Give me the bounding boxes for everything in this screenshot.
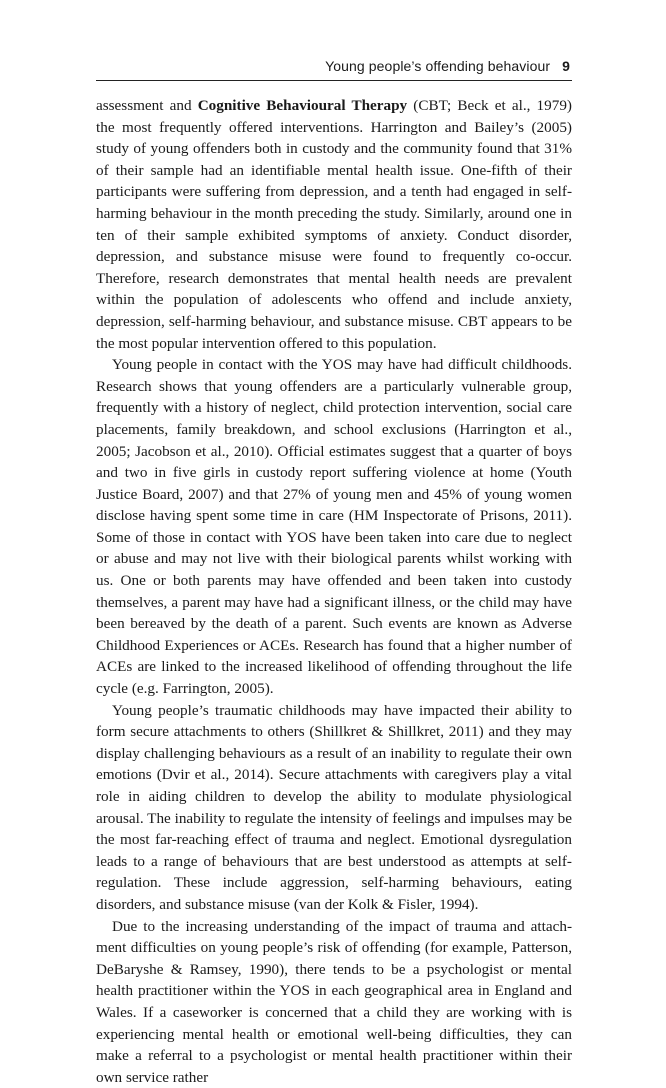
paragraph-1-lead: assessment and — [96, 97, 198, 114]
running-head-inner — [325, 58, 570, 74]
running-title: Young people’s offending behaviour — [325, 58, 551, 74]
paragraph-1-rest: (CBT; Beck et al., 1979) the most frequently offered interventions. Harrington and Bailey’s (2005) study of young offenders both in custody and the community found that 31% of their sample had an identifiable mental health issue. One-fifth of their participants were suffering from depression, and a tenth had engaged in self-harming behaviour in the month preceding the study. Similarly, around one in ten of their sample exhibited symptoms of anxiety. Conduct disorder, depression, and substance misuse were found to frequently co-occur. Therefore, research demonstrates that mental health needs are prevalent within the population of adolescents who offend and include anxiety, depression, self-harming behaviour, and substance misuse. CBT appears to be the most popular intervention offered to this population. — [96, 97, 572, 352]
body-text — [96, 95, 572, 1088]
term-cbt: Cognitive Behavioural Therapy — [197, 97, 408, 114]
paragraph-1 — [96, 95, 572, 354]
paragraph-3: Young people’s traumatic childhoods may have impacted their ability to form secure attachments to others (Shillkret & Shillkret, 2011) and they may display challenging behaviours as a result of an inability to regulate their own emotions (Dvir et al., 2014). Secure attachments with caregivers play a vital role in aiding children to develop the ability to modulate physiological arousal. The inability to regulate the intensity of feelings and impulses may be the most far-reaching effect of trauma and neglect. Emotional dysregulation leads to a range of behaviours that are best understood as attempts at self-regulation. These include aggression, self-harming behaviours, eating disorders, and substance misuse (van der Kolk & Fisler, 1994). — [96, 701, 572, 913]
running-head — [96, 58, 572, 81]
paragraph-4: Due to the increasing understanding of the impact of trauma and attachment difficulties on young people’s risk of offending (for example, Patterson, DeBaryshe & Ramsey, 1990), there tends to be a psychologist or mental health practitioner within the YOS in each geographical area in England and Wales. If a caseworker is concerned that a child they are working with is experiencing mental health or emotional well-being difficulties, they can make a referral to a psychologist or mental health practitioner within their own service rather — [96, 917, 572, 1086]
paragraph-2: Young people in contact with the YOS may have had difficult childhoods. Research shows that young offenders are a particularly vulnerable group, frequently with a history of neglect, child protection intervention, social care placements, family breakdown, and school exclusions (Harrington et al., 2005; Jacobson et al., 2010). Official estimates suggest that a quarter of boys and two in five girls in custody report suffering violence at home (Youth Justice Board, 2007) and that 27% of young men and 45% of young women disclose having spent some time in care (HM Inspectorate of Prisons, 2011). Some of those in contact with YOS have been taken into care due to neglect or abuse and may not live with their biological parents whilst working with us. One or both parents may have offended and been taken into custody themselves, a parent may have had a significant illness, or the child may have been bereaved by the death of a parent. Such events are known as Adverse Childhood Experiences or ACEs. Research has found that a higher number of ACEs are linked to the increased likelihood of offending throughout the life cycle (e.g. Farrington, 2005). — [96, 356, 572, 698]
page-number: 9 — [562, 58, 570, 74]
